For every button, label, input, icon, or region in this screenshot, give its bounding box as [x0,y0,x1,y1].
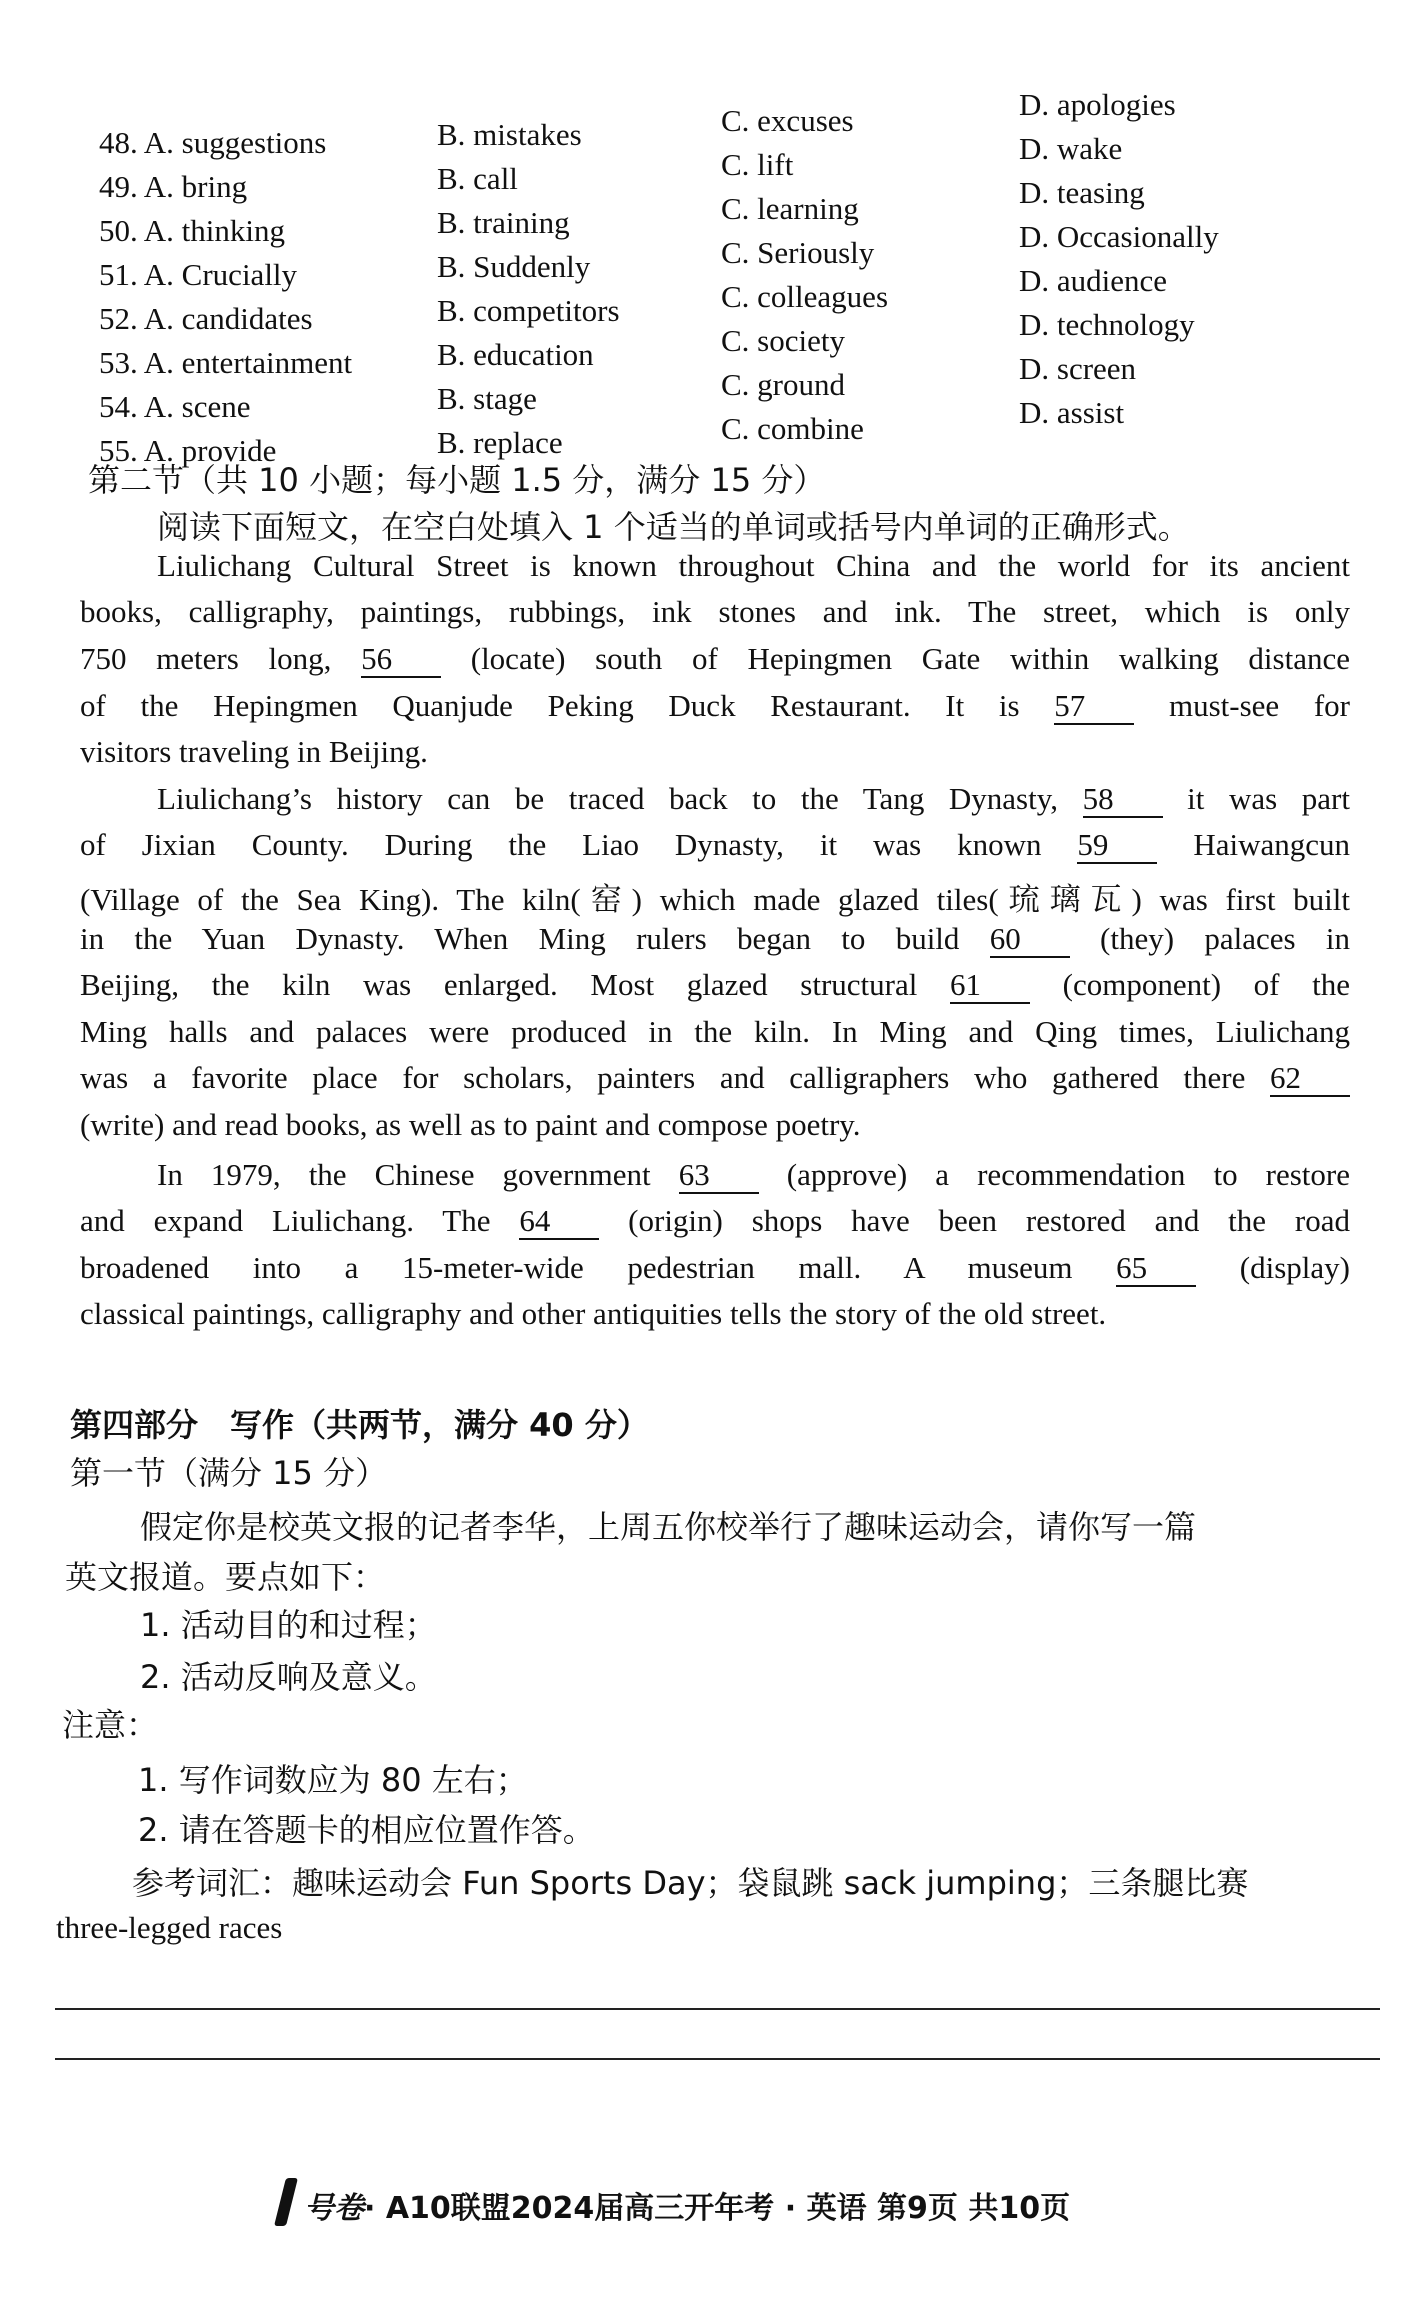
option-b: B. stage [437,381,537,416]
option-a: A. thinking [143,213,286,248]
answer-line-1 [55,2008,1380,2010]
section2-instruction: 阅读下面短文，在空白处填入 1 个适当的单词或括号内单词的正确形式。 [157,508,1190,546]
passage-text: broadened into a 15-meter-wide pedestrian mall. A museum [80,1250,1117,1285]
option-a: A. candidates [143,301,313,336]
part4-section1-title: 第一节（满分 15 分） [70,1454,388,1492]
blank-60: 60 [990,923,1070,958]
passage-text: (component) of the [1030,967,1351,1002]
option-c: C. ground [721,367,845,402]
option-c: C. colleagues [721,279,889,314]
passage-line [80,921,1350,958]
question-number: 48. [99,125,144,160]
passage-text: (approve) a recommendation to restore [758,1157,1350,1192]
passage-text: in the Yuan Dynasty. When Ming rulers began to build [80,921,990,956]
option-row-51 [99,257,297,293]
option-b: B. competitors [437,293,620,328]
option-row-50 [99,213,285,249]
option-d: D. assist [1019,395,1125,430]
option-c: C. society [721,323,845,358]
passage-line [80,641,1350,678]
note-1: 1. 写作词数应为 80 左右； [138,1761,528,1799]
option-b: B. education [437,337,594,372]
option-d: D. Occasionally [1019,219,1219,254]
option-d: D. teasing [1019,175,1145,210]
option-c: C. Seriously [721,235,875,270]
option-row-48 [99,125,326,161]
option-a: A. bring [143,169,248,204]
section2-title: 第二节（共 10 小题；每小题 1.5 分，满分 15 分） [88,461,826,499]
blank-56: 56 [361,643,441,678]
blank-59: 59 [1077,829,1157,864]
passage-text: classical paintings, calligraphy and other antiquities tells the story of the old street. [80,1296,1107,1331]
option-b: B. call [437,161,518,196]
passage-line [157,781,1350,818]
passage-text: was a favorite place for scholars, painters and calligraphers who gathered there [80,1060,1270,1095]
passage-text: Liulichang Cultural Street is known throughout China and the world for its ancient [157,548,1350,583]
option-row-49 [99,169,247,205]
passage-text: Ming halls and palaces were produced in the kiln. In Ming and Qing times, Liulichang [80,1014,1350,1049]
passage-text: (they) palaces in [1069,921,1350,956]
passage-text: (Village of the Sea King). The kiln(窑) which made glazed tiles(琉璃瓦) was first built [80,882,1350,917]
point-2: 2. 活动反响及意义。 [140,1658,437,1696]
question-number: 55. [99,433,144,468]
vocab-line-2: three-legged races [56,1910,283,1945]
passage-line [80,688,1350,725]
option-a: A. entertainment [143,345,353,380]
footer [280,2178,1070,2227]
passage-text: Liulichang’s history can be traced back to the Tang Dynasty, [157,781,1083,816]
passage-line [80,1060,1350,1097]
passage-text: (write) and read books, as well as to paint and compose poetry. [80,1107,861,1142]
blank-57: 57 [1054,690,1134,725]
option-c: C. lift [721,147,794,182]
passage-text: of the Hepingmen Quanjude Peking Duck Restaurant. It is [80,688,1055,723]
note-2: 2. 请在答题卡的相应位置作答。 [138,1811,595,1849]
option-c: C. combine [721,411,864,446]
option-a: A. suggestions [143,125,327,160]
option-d: D. wake [1019,131,1123,166]
passage-line [80,1203,1350,1240]
passage-text: (locate) south of Hepingmen Gate within walking distance [441,641,1351,676]
option-a: A. scene [143,389,251,424]
passage-line [80,1296,1350,1332]
vocab-line-1: 参考词汇：趣味运动会 Fun Sports Day；袋鼠跳 sack jumping；三条腿比赛 [132,1864,1249,1902]
option-row-53 [99,345,352,381]
note-label: 注意： [62,1706,159,1744]
option-d: D. technology [1019,307,1195,342]
question-number: 49. [99,169,144,204]
footer-text: · A10联盟2024届高三开年考 · 英语 第9页 共10页 [364,2191,1071,2226]
question-number: 53. [99,345,144,380]
blank-63: 63 [679,1159,759,1194]
answer-line-2 [55,2058,1380,2060]
passage-text: Beijing, the kiln was enlarged. Most glazed structural [80,967,951,1002]
prompt-line-1: 假定你是校英文报的记者李华，上周五你校举行了趣味运动会，请你写一篇 [140,1508,1197,1546]
question-number: 50. [99,213,144,248]
passage-text: must-see for [1134,688,1350,723]
passage-line [157,1157,1350,1194]
option-b: B. Suddenly [437,249,591,284]
part4-title: 第四部分 写作（共两节，满分 40 分） [70,1406,649,1444]
passage-text: visitors traveling in Beijing. [80,734,428,769]
footer-logo: 号卷 [304,2191,364,2226]
option-b: B. replace [437,425,563,460]
option-a: A. Crucially [143,257,298,292]
option-d: D. audience [1019,263,1168,298]
passage-text: (origin) shops have been restored and the road [599,1203,1350,1238]
blank-62: 62 [1270,1062,1350,1097]
passage-text: books, calligraphy, paintings, rubbings, ink stones and ink. The street, which is only [80,594,1350,629]
passage-text: Haiwangcun [1157,827,1350,862]
logo-mark-icon [274,2178,298,2226]
option-b: B. mistakes [437,117,582,152]
passage-line [80,967,1350,1004]
point-1: 1. 活动目的和过程； [140,1606,437,1644]
option-row-52 [99,301,313,337]
passage-text: 750 meters long, [80,641,362,676]
option-c: C. learning [721,191,859,226]
question-number: 51. [99,257,144,292]
passage-line [80,1107,1350,1143]
question-number: 54. [99,389,144,424]
passage-line [80,1014,1350,1050]
option-row-54 [99,389,251,425]
passage-line [80,1250,1350,1287]
passage-text: (display) [1196,1250,1350,1285]
blank-61: 61 [950,969,1030,1004]
passage-text: of Jixian County. During the Liao Dynasty, it was known [80,827,1078,862]
option-b: B. training [437,205,570,240]
prompt-line-2: 英文报道。要点如下： [65,1558,386,1596]
blank-65: 65 [1116,1252,1196,1287]
option-c: C. excuses [721,103,854,138]
passage-line [80,734,1350,770]
question-number: 52. [99,301,144,336]
blank-64: 64 [519,1205,599,1240]
blank-58: 58 [1083,783,1163,818]
passage-text: and expand Liulichang. The [80,1203,520,1238]
passage-line [80,594,1350,630]
passage-line [80,827,1350,864]
passage-line [157,548,1350,584]
option-a: A. provide [143,433,277,468]
option-d: D. apologies [1019,87,1176,122]
passage-line [80,874,1350,919]
passage-text: it was part [1162,781,1350,816]
option-d: D. screen [1019,351,1137,386]
passage-text: In 1979, the Chinese government [157,1157,679,1192]
